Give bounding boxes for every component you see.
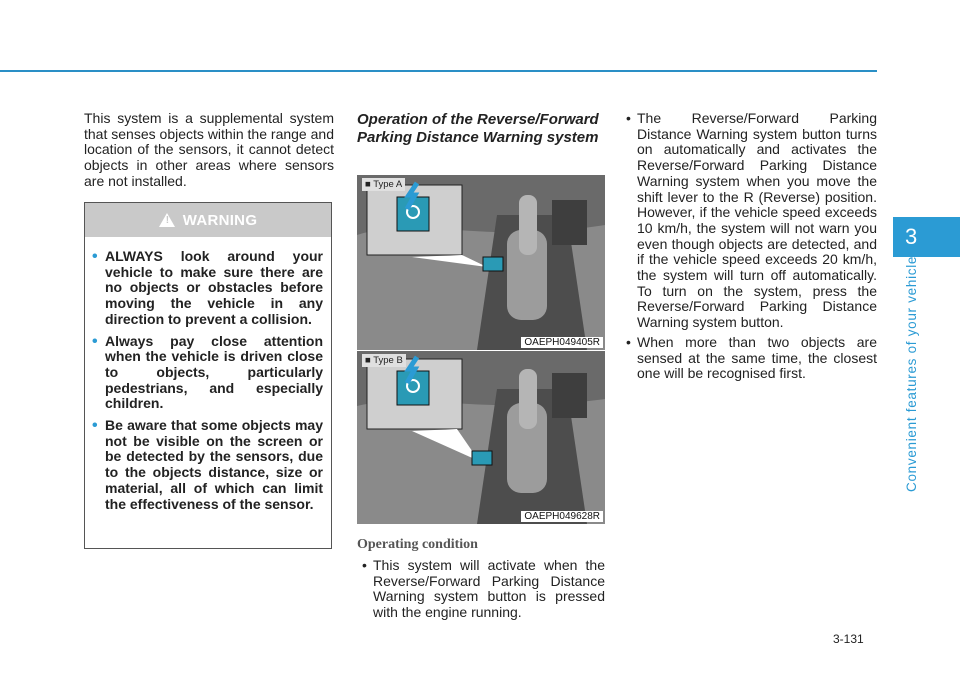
- list-item: • When more than two objects are sensed at the same time, the closest one will be recognised first.: [621, 335, 877, 382]
- list-item: • This system will activate when the Reverse/Forward Parking Distance Warning system button is pressed with the engine running.: [357, 558, 605, 621]
- figure-type-b: [357, 351, 605, 524]
- figure-type-label: ■ Type B: [362, 354, 406, 367]
- warning-item: • ALWAYS look around your vehicle to make sure there are no objects or obstacles before moving the vehicle in any direction to prevent a collision.: [105, 249, 323, 328]
- chapter-tab: [893, 217, 960, 257]
- middle-column-heading: [357, 111, 605, 147]
- console-illustration-a: [357, 175, 605, 350]
- warning-item: • Be aware that some objects may not be visible on the screen or be detected by the sensors, due to the objects distance, size or material, all of which can limit the effectiveness of the sensor.: [105, 418, 323, 512]
- figure-code: OAEPH049405R: [521, 337, 603, 348]
- left-column: [84, 111, 334, 190]
- section-title: Operation of the Reverse/Forward Parking Distance Warning system: [357, 111, 599, 146]
- chapter-side-title: [902, 255, 920, 494]
- chapter-title: Convenient features of your vehicle: [904, 255, 919, 492]
- warning-header: [85, 203, 331, 237]
- chapter-number: 3: [905, 224, 918, 249]
- header-rule: [0, 70, 877, 72]
- warning-box: [84, 202, 332, 549]
- figure-type-a: [357, 175, 605, 350]
- warning-triangle-icon: !: [159, 213, 175, 227]
- console-illustration-b: [357, 351, 605, 524]
- warning-title: WARNING: [182, 211, 258, 229]
- list-item: • The Reverse/Forward Parking Distance Warning system button turns on automatically and activates the Reverse/Forward Parking Distance Warning system when you move the shift lever to the R (Reverse) position. However, if the vehicle speed exceeds 10 km/h, the system will not warn you even though objects are detected, and if the vehicle speed exceeds 20 km/h, the system will turn off automatically. To turn on the system, press the Reverse/Forward Parking Distance Warning system button.: [621, 111, 877, 331]
- warning-item: • Always pay close attention when the vehicle is driven close to objects, particularly pedestrians, and especially children.: [105, 334, 323, 413]
- operating-condition-list: [357, 558, 605, 625]
- operating-condition-heading: Operating condition: [357, 537, 478, 552]
- figure-type-label: ■ Type A: [362, 178, 405, 191]
- intro-paragraph: This system is a supplemental system that senses objects within the range and location of the sensors, it cannot detect objects in other areas where sensors are not installed.: [84, 110, 334, 189]
- page-number: 3-131: [833, 632, 864, 646]
- figure-code: OAEPH049628R: [521, 511, 603, 522]
- right-column-list: [621, 111, 877, 386]
- warning-list: [85, 237, 331, 512]
